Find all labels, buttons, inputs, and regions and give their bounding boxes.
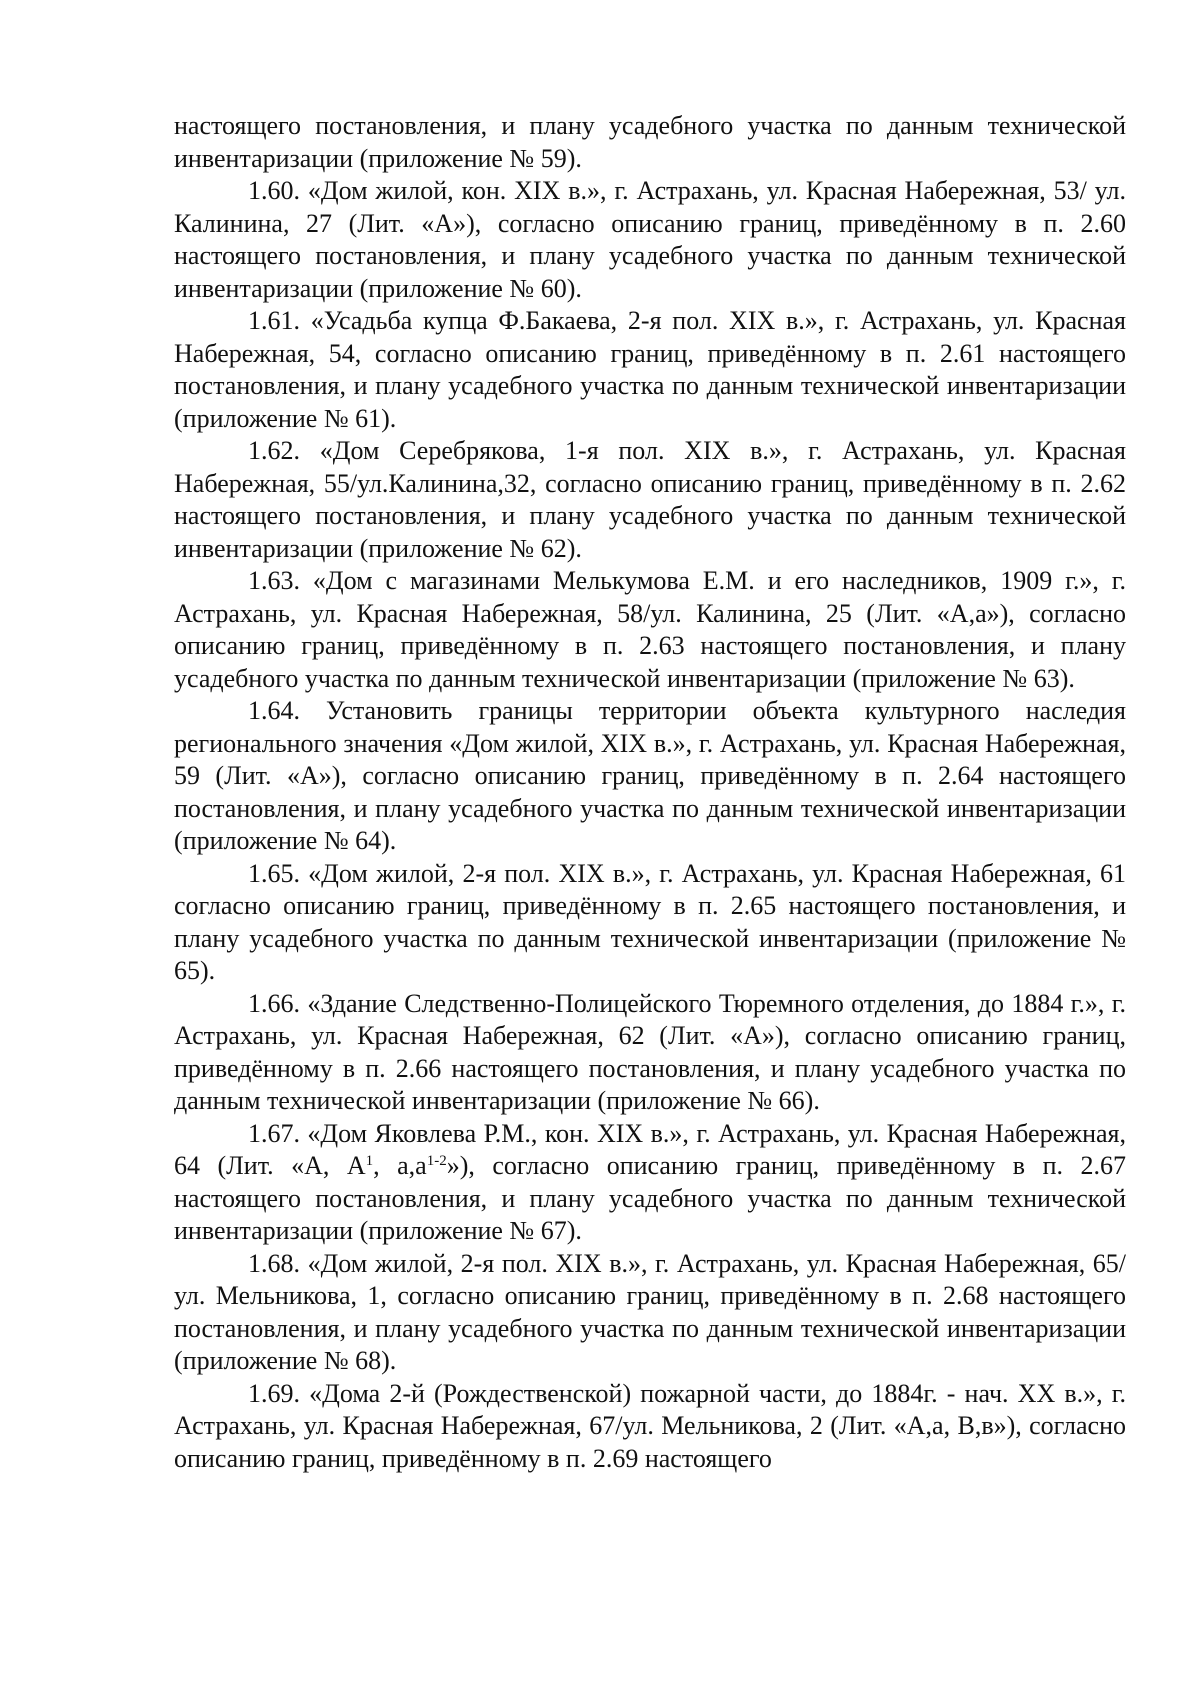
paragraph-1-65: 1.65. «Дом жилой, 2-я пол. XIX в.», г. Астрахань, ул. Красная Набережная, 61 согласно описанию границ, приведённому в п. 2.65 настоящего постановления, и плану усадебного участка по данным технической инвентаризации (приложение № 65). (174, 858, 1126, 985)
paragraph-1-67 (174, 1118, 1126, 1248)
paragraph-continuation-59: настоящего постановления, и плану усадебного участка по данным технической инвентаризации (приложение № 59). (174, 111, 1126, 173)
paragraph-1-67-part-2: , а,а (373, 1151, 427, 1180)
paragraph-1-62: 1.62. «Дом Серебрякова, 1-я пол. XIX в.», г. Астрахань, ул. Красная Набережная, 55/ул.Калинина,32, согласно описанию границ, приведённому в п. 2.62 настоящего постановления, и плану усадебного участка по данным технической инвентаризации (приложение № 62). (174, 436, 1126, 563)
paragraph-1-67-part-1: 1.67. «Дом Яковлева Р.М., кон. XIX в.», г. Астрахань, ул. Красная Набережная, 64 (Лит. «А, А (174, 1118, 1126, 1180)
paragraph-1-63: 1.63. «Дом с магазинами Мелькумова Е.М. и его наследников, 1909 г.», г. Астрахань, ул. Красная Набережная, 58/ул. Калинина, 25 (Лит. «А,а»), согласно описанию границ, приведённому в п. 2.63 настоящего постановления, и плану усадебного участка по данным технической инвентаризации (приложение № 63). (174, 566, 1126, 693)
paragraph-1-64: 1.64. Установить границы территории объекта культурного наследия регионального значения «Дом жилой, XIX в.», г. Астрахань, ул. Красная Набережная, 59 (Лит. «А»), согласно описанию границ, приведённому в п. 2.64 настоящего постановления, и плану усадебного участка по данным технической инвентаризации (приложение № 64). (174, 696, 1126, 855)
paragraph-1-68: 1.68. «Дом жилой, 2-я пол. XIX в.», г. Астрахань, ул. Красная Набережная, 65/ул. Мельникова, 1, согласно описанию границ, приведённому в п. 2.68 настоящего постановления, и плану усадебного участка по данным технической инвентаризации (приложение № 68). (174, 1248, 1126, 1375)
paragraph-1-61: 1.61. «Усадьба купца Ф.Бакаева, 2-я пол. XIX в.», г. Астрахань, ул. Красная Набережная, 54, согласно описанию границ, приведённому в п. 2.61 настоящего постановления, и плану усадебного участка по данным технической инвентаризации (приложение № 61). (174, 306, 1126, 433)
document-page (174, 110, 1126, 1475)
superscript-1: 1 (365, 1153, 374, 1169)
paragraph-1-66: 1.66. «Здание Следственно-Полицейского Тюремного отделения, до 1884 г.», г. Астрахань, ул. Красная Набережная, 62 (Лит. «А»), согласно описанию границ, приведённому в п. 2.66 настоящего постановления, и плану усадебного участка по данным технической инвентаризации (приложение № 66). (174, 988, 1126, 1115)
paragraph-1-67-part-3: »), согласно описанию границ, приведённому в п. 2.67 настоящего постановления, и плану усадебного участка по данным технической инвентаризации (приложение № 67). (174, 1151, 1126, 1245)
paragraph-1-69: 1.69. «Дома 2-й (Рождественской) пожарной части, до 1884г. - нач. XX в.», г. Астрахань, ул. Красная Набережная, 67/ул. Мельникова, 2 (Лит. «А,а, В,в»), согласно описанию границ, приведённому в п. 2.69 настоящего (174, 1378, 1126, 1473)
paragraph-1-60: 1.60. «Дом жилой, кон. XIX в.», г. Астрахань, ул. Красная Набережная, 53/ ул. Калинина, 27 (Лит. «А»), согласно описанию границ, приведённому в п. 2.60 настоящего постановления, и плану усадебного участка по данным технической инвентаризации (приложение № 60). (174, 176, 1126, 303)
superscript-1-2: 1-2 (426, 1153, 447, 1169)
